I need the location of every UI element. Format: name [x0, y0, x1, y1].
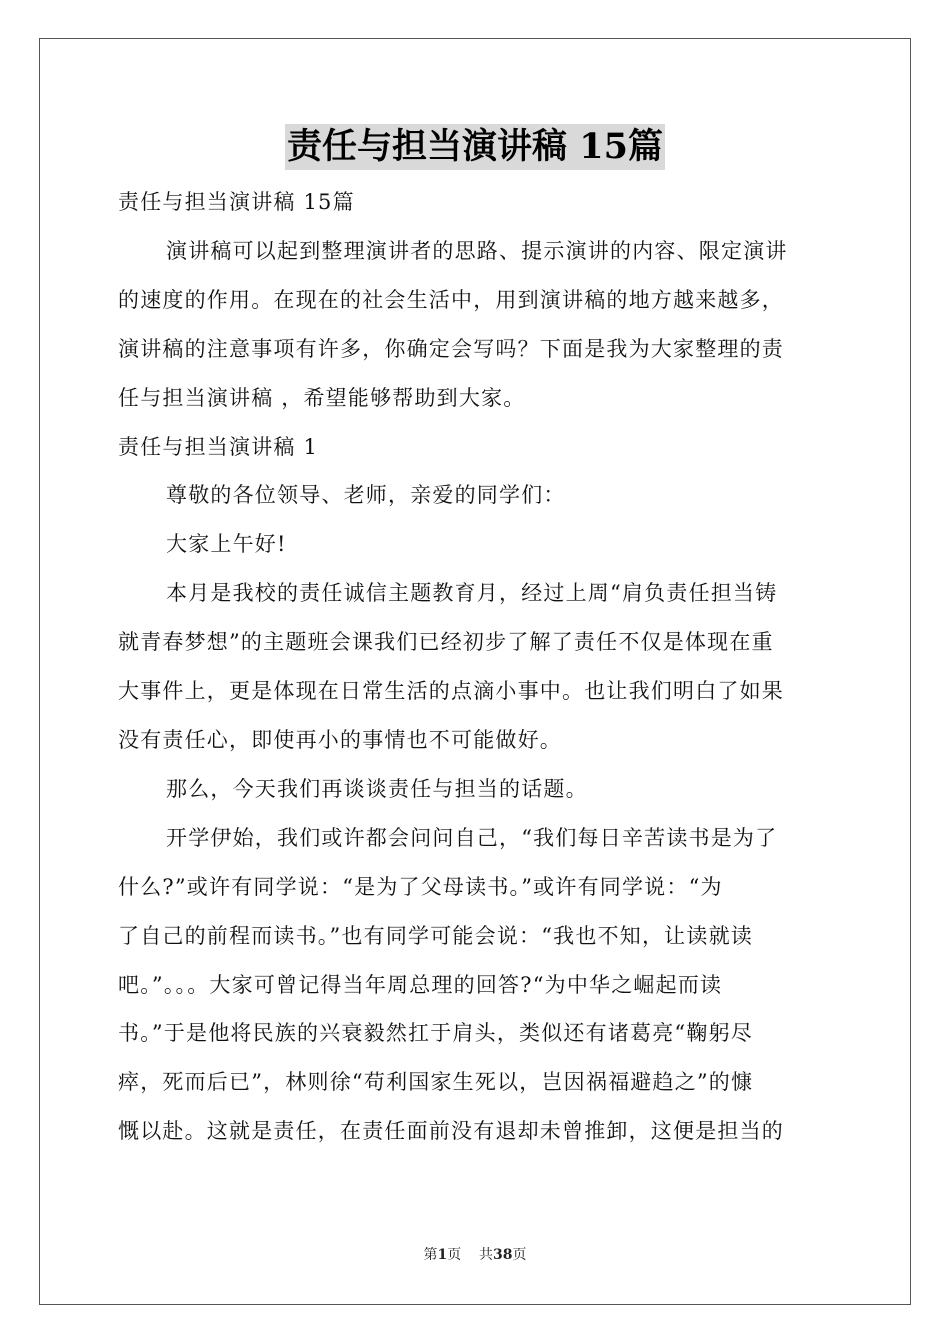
- page-number: 1: [437, 1247, 448, 1263]
- page-prefix: 第: [423, 1247, 438, 1263]
- text-line: 书。”于是他将民族的兴衰毅然扛于肩头，类似还有诸葛亮“鞠躬尽: [118, 1021, 753, 1046]
- page-suffix: 页: [447, 1247, 462, 1263]
- total-pages: 38: [493, 1247, 513, 1263]
- text-line: 大事件上，更是体现在日常生活的点滴小事中。也让我们明白了如果: [118, 679, 784, 704]
- text-line: 什么?”或许有同学说：“是为了父母读书。”或许有同学说：“为: [118, 874, 723, 899]
- total-prefix: 共: [479, 1247, 494, 1263]
- total-suffix: 页: [512, 1247, 527, 1263]
- page-footer: [0, 1245, 950, 1265]
- text-line: 没有责任心，即使再小的事情也不可能做好。: [118, 727, 562, 752]
- text-line: 尊敬的各位领导、老师，亲爱的同学们：: [166, 483, 566, 508]
- text-line: 就青春梦想”的主题班会课我们已经初步了解了责任不仅是体现在重: [118, 630, 774, 655]
- text-line: 的速度的作用。在现在的社会生活中，用到演讲稿的地方越来越多，: [118, 287, 784, 312]
- text-line: 演讲稿的注意事项有许多，你确定会写吗？下面是我为大家整理的责: [118, 336, 784, 361]
- title-container: [0, 124, 950, 170]
- text-line: 大家上午好!: [166, 532, 287, 557]
- text-line: 责任与担当演讲稿 1: [118, 434, 319, 459]
- text-line: 任与担当演讲稿 ，希望能够帮助到大家。: [118, 385, 526, 410]
- text-line: 那么，今天我们再谈谈责任与担当的话题。: [166, 776, 588, 801]
- text-line: 责任与担当演讲稿 15篇: [118, 190, 355, 214]
- text-line: 吧。”。。。大家可曾记得当年周总理的回答?“为中华之崛起而读: [118, 972, 723, 997]
- text-line: 开学伊始，我们或许都会问问自己，“我们每日辛苦读书是为了: [166, 825, 778, 850]
- text-line: 本月是我校的责任诚信主题教育月，经过上周“肩负责任担当铸: [166, 581, 778, 606]
- document-body: [118, 178, 834, 1156]
- text-line: 了自己的前程而读书。”也有同学可能会说：“我也不知，让读就读: [118, 923, 753, 948]
- text-line: 瘁，死而后已”，林则徐“苟利国家生死以，岂因祸福避趋之”的慷: [118, 1070, 754, 1095]
- text-line: 慨以赴。这就是责任，在责任面前没有退却未曾推卸，这便是担当的: [118, 1119, 784, 1144]
- text-line: 演讲稿可以起到整理演讲者的思路、提示演讲的内容、限定演讲: [166, 238, 788, 263]
- document-title: 责任与担当演讲稿 15篇: [285, 124, 665, 170]
